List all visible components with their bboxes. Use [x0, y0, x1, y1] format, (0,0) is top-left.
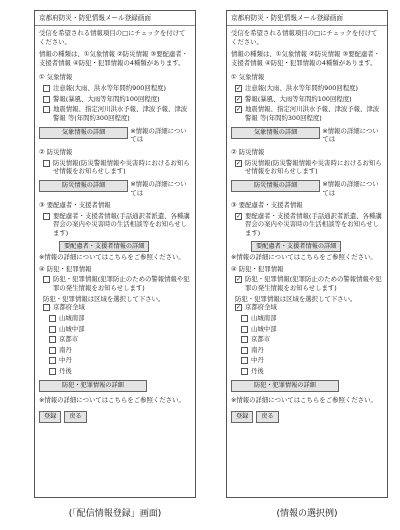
option-label: 防犯・犯罪情報(犯罪防止のための警報情報や犯罪の発生情報をお知らせします) — [245, 275, 382, 292]
checkbox[interactable] — [235, 213, 242, 220]
option-label: 防災情報(防災警報情報や災害時におけるお知らせ情報をお知らせします) — [245, 158, 382, 176]
area-option[interactable] — [49, 356, 191, 365]
weather-section — [39, 73, 191, 143]
detail-note: ※情報の詳細についてはこちらをご参照ください。 — [231, 253, 377, 262]
support-option[interactable] — [235, 212, 383, 238]
area-label: 山城中部 — [59, 324, 85, 333]
area-prompt: 防犯・犯罪情報は区域を選択して下さい。 — [235, 294, 357, 303]
support-section — [231, 201, 383, 262]
checkbox[interactable] — [241, 357, 248, 364]
area-option[interactable] — [241, 356, 383, 365]
detail-note: ※情報の詳細については — [322, 179, 379, 197]
disaster-section — [231, 148, 383, 197]
detail-note: ※情報の詳細については — [130, 179, 187, 197]
caption-selection-example: (情報の選択例) — [276, 509, 338, 519]
section-heading: ② 防災情報 — [39, 147, 73, 156]
screen-title: 京都府防災・防犯情報メール登録画面 — [35, 11, 195, 26]
area-label: 南丹 — [251, 345, 264, 354]
area-label: 山城中部 — [251, 324, 277, 333]
weather-detail-button[interactable]: 気象情報の詳細 — [39, 127, 128, 139]
support-detail-button[interactable]: 要配慮者・支援者情報の詳細 — [251, 241, 341, 252]
intro-text: 受信を希望される情報項目の□にチェックを付けてください。 — [231, 28, 378, 46]
area-label: 京都府全域 — [245, 303, 277, 312]
intro-text: 受信を希望される情報項目の□にチェックを付けてください。 — [39, 28, 186, 46]
checkbox[interactable] — [43, 106, 50, 113]
area-option[interactable] — [241, 335, 383, 344]
section-heading: ④ 防犯・犯罪情報 — [231, 264, 284, 273]
checkbox[interactable] — [43, 96, 50, 103]
checkbox[interactable] — [49, 347, 56, 354]
section-heading: ③ 要配慮者・支援者情報 — [39, 201, 111, 210]
section-heading: ① 気象情報 — [231, 73, 265, 82]
detail-note: ※情報の詳細については — [322, 126, 379, 144]
area-label: 山城南部 — [251, 313, 277, 322]
option-label: 要配慮者・支援者情報(手話通訳者派遣、各種講習会の案内や災害時の生活相談等をお知らせします) — [53, 211, 190, 238]
option-label: 要配慮者・支援者情報(手話通訳者派遣、各種講習会の案内や災害時の生活相談等をお知らせします) — [245, 211, 382, 238]
checkbox[interactable] — [49, 368, 56, 375]
detail-note: ※情報の詳細については — [130, 126, 187, 144]
area-option[interactable] — [241, 314, 383, 323]
area-option[interactable] — [49, 346, 191, 355]
area-prompt: 防犯・犯罪情報は区域を選択して下さい。 — [43, 294, 165, 303]
section-heading: ④ 防犯・犯罪情報 — [39, 264, 92, 273]
checkbox[interactable] — [241, 336, 248, 343]
register-button[interactable]: 登録 — [231, 411, 253, 423]
registration-screen — [34, 10, 196, 498]
checkbox[interactable] — [241, 326, 248, 333]
area-option[interactable] — [241, 325, 383, 334]
area-option[interactable] — [49, 314, 191, 323]
area-option[interactable] — [241, 346, 383, 355]
crime-detail-button[interactable]: 防犯・犯罪情報の詳細 — [39, 380, 147, 392]
area-label: 京都府全域 — [53, 303, 85, 312]
disaster-option[interactable] — [235, 159, 383, 176]
checkbox[interactable] — [235, 304, 242, 311]
info-types-text: 情報の種類は、①気象情報 ②防災情報 ③要配慮者・支援者情報 ④防犯・犯罪情報の4種類があります。 — [39, 50, 189, 67]
area-option[interactable] — [241, 367, 383, 376]
checkbox[interactable] — [235, 106, 242, 113]
back-button[interactable]: 戻る — [64, 411, 86, 423]
caption-registration-screen: (「配信情報登録」画面) — [68, 509, 162, 519]
area-label: 南丹 — [59, 345, 72, 354]
weather-option[interactable] — [43, 84, 191, 93]
detail-note: ※情報の詳細についてはこちらをご参照ください。 — [39, 253, 185, 262]
option-label: 警報(暴風、大雨等年間約100回程度) — [53, 94, 160, 103]
disaster-section — [39, 148, 191, 197]
weather-option[interactable] — [235, 95, 383, 104]
weather-detail-button[interactable]: 気象情報の詳細 — [231, 127, 320, 139]
area-label: 丹後 — [59, 367, 72, 376]
checkbox[interactable] — [49, 357, 56, 364]
support-option[interactable] — [43, 212, 191, 238]
disaster-option[interactable] — [43, 159, 191, 176]
option-label: 注意報(大雨、洪水等年間約900回程度) — [245, 84, 359, 93]
weather-option[interactable] — [43, 95, 191, 104]
area-option[interactable] — [43, 303, 191, 312]
checkbox[interactable] — [43, 160, 50, 167]
area-label: 京都市 — [251, 335, 271, 344]
screen-title: 京都府防災・防犯情報メール登録画面 — [227, 11, 387, 26]
detail-note: ※情報の詳細についてはこちらをご参照ください。 — [39, 396, 185, 405]
area-label: 中丹 — [251, 356, 264, 365]
checkbox[interactable] — [43, 304, 50, 311]
checkbox[interactable] — [43, 276, 50, 283]
area-option[interactable] — [49, 367, 191, 376]
weather-option[interactable] — [235, 84, 383, 93]
support-detail-button[interactable]: 要配慮者・支援者情報の詳細 — [59, 241, 149, 252]
checkbox[interactable] — [235, 160, 242, 167]
option-label: 地震情報、指定河川洪水予報、津波予報、津波警報 等(年間約300回程度) — [245, 105, 380, 123]
area-label: 山城南部 — [59, 313, 85, 322]
checkbox[interactable] — [235, 85, 242, 92]
area-option[interactable] — [49, 325, 191, 334]
register-button[interactable]: 登録 — [39, 411, 61, 423]
area-label: 京都市 — [59, 335, 79, 344]
weather-option[interactable] — [235, 105, 383, 122]
area-label: 丹後 — [251, 367, 264, 376]
support-section — [39, 201, 191, 262]
option-label: 防犯・犯罪情報(犯罪防止のための警報情報や犯罪の発生情報をお知らせします) — [53, 275, 190, 292]
option-label: 地震情報、指定河川洪水予報、津波予報、津波警報 等(年間約300回程度) — [53, 105, 188, 123]
checkbox[interactable] — [49, 326, 56, 333]
area-option[interactable] — [235, 303, 383, 312]
crime-section — [39, 265, 191, 405]
checkbox[interactable] — [43, 213, 50, 220]
option-label: 防災情報(防災警報情報や災害時におけるお知らせ情報をお知らせします) — [53, 158, 190, 176]
info-types-text: 情報の種類は、①気象情報 ②防災情報 ③要配慮者・支援者情報 ④防犯・犯罪情報の4種類があります。 — [231, 50, 381, 67]
section-heading: ③ 要配慮者・支援者情報 — [231, 201, 303, 210]
checkbox[interactable] — [49, 336, 56, 343]
section-heading: ② 防災情報 — [231, 147, 265, 156]
crime-option[interactable] — [235, 275, 383, 292]
registration-screen-example — [226, 10, 388, 498]
checkbox[interactable] — [241, 347, 248, 354]
weather-section — [231, 73, 383, 143]
area-label: 中丹 — [59, 356, 72, 365]
checkbox[interactable] — [235, 276, 242, 283]
crime-option[interactable] — [43, 275, 191, 292]
disaster-detail-button[interactable]: 防災情報の詳細 — [39, 180, 128, 192]
checkbox[interactable] — [241, 368, 248, 375]
checkbox[interactable] — [43, 85, 50, 92]
checkbox[interactable] — [49, 315, 56, 322]
option-label: 注意報(大雨、洪水等年間約900回程度) — [53, 84, 167, 93]
crime-section — [231, 265, 383, 405]
crime-detail-button[interactable]: 防犯・犯罪情報の詳細 — [231, 380, 339, 392]
checkbox[interactable] — [235, 96, 242, 103]
back-button[interactable]: 戻る — [256, 411, 278, 423]
disaster-detail-button[interactable]: 防災情報の詳細 — [231, 180, 320, 192]
weather-option[interactable] — [43, 105, 191, 122]
checkbox[interactable] — [241, 315, 248, 322]
option-label: 警報(暴風、大雨等年間約100回程度) — [245, 94, 352, 103]
area-option[interactable] — [49, 335, 191, 344]
detail-note: ※情報の詳細についてはこちらをご参照ください。 — [231, 396, 377, 405]
section-heading: ① 気象情報 — [39, 73, 73, 82]
